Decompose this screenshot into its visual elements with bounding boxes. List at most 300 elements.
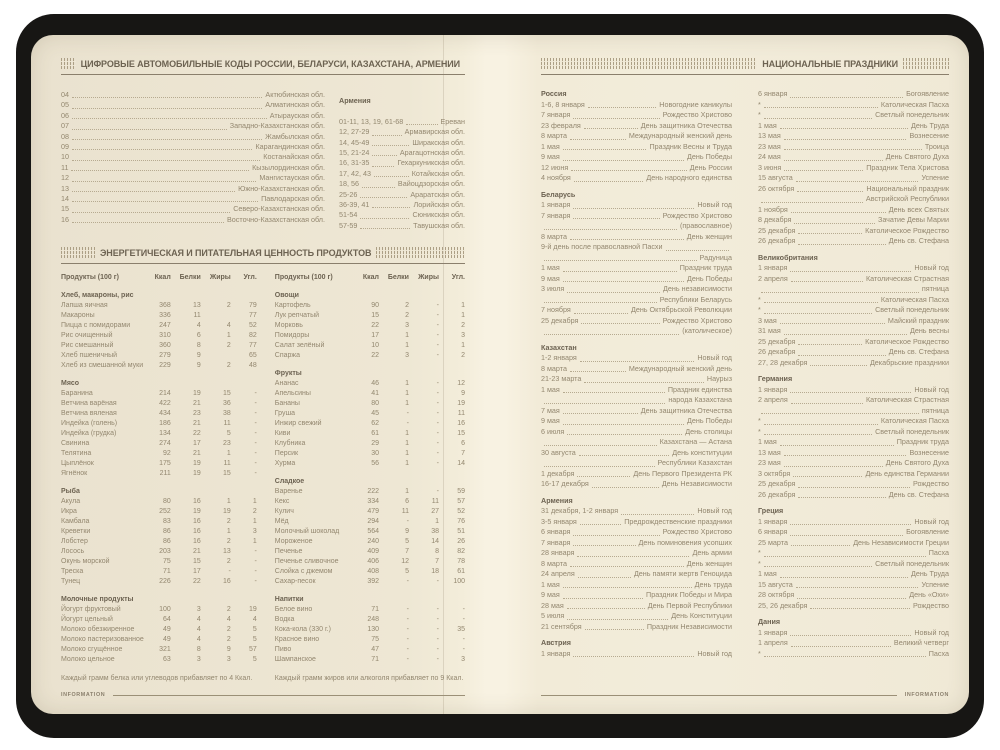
dotted-leader	[592, 487, 659, 488]
holiday-date: 8 марта	[541, 558, 567, 568]
dotted-leader	[360, 197, 407, 198]
dotted-leader	[784, 160, 883, 161]
table-row	[275, 449, 465, 459]
food-value: -	[254, 558, 257, 566]
dotted-leader	[573, 118, 659, 119]
footer-rule	[113, 695, 465, 696]
food-value: 15	[457, 430, 465, 438]
holiday-name: Светлый понедельник	[875, 558, 949, 568]
dotted-leader	[71, 170, 249, 171]
food-value: 1	[405, 440, 409, 448]
table-row	[275, 537, 465, 547]
food-value: 2	[226, 362, 231, 370]
dotted-leader	[784, 334, 907, 335]
dotted-leader	[798, 355, 885, 356]
holiday-date: 9 мая	[541, 273, 560, 283]
list-item	[758, 337, 949, 348]
list-item	[61, 204, 325, 214]
food-value: 41	[371, 390, 379, 398]
food-value: 23	[192, 410, 201, 418]
food-value: 16	[457, 420, 465, 428]
holiday-name: пятница	[921, 284, 949, 293]
food-name: Индейка (грудка)	[61, 430, 117, 438]
food-value: 15	[192, 558, 201, 566]
list-item	[758, 448, 949, 459]
list-item	[758, 316, 949, 327]
food-value: -	[436, 606, 439, 614]
dotted-leader	[764, 118, 872, 119]
food-value: 22	[192, 430, 201, 438]
holiday-name: День Независимости Греции	[853, 537, 949, 547]
holiday-name: Республики Беларусь	[659, 294, 732, 304]
food-value: 1	[405, 488, 409, 496]
holiday-date: 1 мая	[758, 569, 777, 578]
food-value: 4	[252, 616, 257, 624]
food-value: 1	[435, 518, 439, 526]
holiday-date: *	[758, 110, 761, 119]
code-number: 09	[61, 142, 69, 152]
food-name: Рис очищенный	[61, 332, 113, 340]
food-value: 2	[226, 558, 231, 566]
hatch-pattern-icon	[61, 247, 95, 258]
food-value: 9	[226, 646, 231, 654]
code-number: 07	[61, 121, 69, 131]
nutrition-column-header	[61, 273, 257, 283]
holiday-name: Рождество Христово	[662, 527, 732, 536]
food-value: -	[436, 342, 439, 350]
list-item	[339, 210, 465, 220]
food-name: Йогурт цельный	[61, 616, 113, 624]
dotted-leader	[72, 160, 260, 161]
food-value: 5	[252, 656, 257, 664]
list-item	[541, 211, 732, 222]
food-name: Ветчина варёная	[61, 400, 117, 408]
dotted-leader	[764, 302, 878, 303]
food-value: -	[254, 470, 257, 478]
food-value: 11	[223, 460, 231, 468]
list-item	[61, 90, 325, 100]
code-number: 06	[61, 110, 69, 120]
food-value: 11	[223, 420, 231, 428]
food-value: 409	[367, 548, 379, 556]
holiday-name: народа Казахстана	[668, 395, 732, 404]
list-item	[758, 173, 949, 184]
list-item	[758, 638, 949, 649]
footer-label: INFORMATION	[61, 692, 106, 698]
food-value: -	[436, 410, 439, 418]
hatch-pattern-icon	[903, 58, 949, 69]
food-value: 203	[159, 548, 171, 556]
food-value: 2	[461, 352, 465, 360]
holiday-date: 3-5 января	[541, 516, 577, 526]
food-value: -	[436, 322, 439, 330]
food-name: Картофель	[274, 302, 311, 310]
hatch-pattern-icon	[376, 247, 465, 258]
holiday-name: Новый год	[914, 384, 949, 394]
food-value: 57	[248, 646, 257, 654]
holidays-section	[541, 89, 949, 659]
food-name: Помидоры	[274, 332, 310, 340]
region-name: Котайкская обл.	[411, 168, 465, 178]
dotted-leader	[372, 155, 396, 156]
food-value: 61	[457, 568, 465, 576]
food-value: 294	[367, 518, 379, 526]
holiday-name: День независимости	[663, 284, 732, 293]
dotted-leader	[578, 577, 631, 578]
holiday-name: Католическая Пасха	[880, 294, 949, 304]
food-name: Печенье сливочное	[274, 558, 339, 566]
list-item	[758, 263, 949, 274]
food-name: Баранина	[61, 390, 93, 398]
nutrition-table	[61, 273, 465, 684]
list-item	[758, 194, 949, 205]
holiday-date: 26 декабря	[758, 347, 796, 356]
holiday-date: 1 мая	[758, 437, 777, 446]
food-value: 2	[226, 636, 231, 644]
food-value: 1	[226, 332, 231, 340]
holiday-name: День конституции	[672, 447, 732, 457]
holiday-name: Новый год	[914, 627, 949, 637]
food-value: 1	[461, 302, 465, 310]
food-value: 2	[461, 322, 465, 330]
dotted-leader	[793, 476, 862, 477]
table-row	[275, 635, 465, 645]
holiday-date: 15 августа	[758, 579, 793, 589]
code-number: 16	[61, 214, 69, 224]
code-number: 12, 27-29	[339, 127, 370, 137]
food-name: Ветчина вяленая	[61, 410, 117, 418]
list-item	[541, 611, 732, 622]
car-codes-title: ЦИФРОВЫЕ АВТОМОБИЛЬНЫЕ КОДЫ РОССИИ, БЕЛАРУСИ, КАЗАХСТАНА, АРМЕНИИ	[80, 58, 460, 69]
food-name: Апельсины	[274, 390, 311, 398]
food-value: 2	[405, 302, 409, 310]
holiday-date: *	[758, 305, 761, 314]
food-value: -	[436, 656, 439, 664]
food-value: 1	[405, 430, 409, 438]
right-page-footer	[541, 692, 949, 698]
table-row	[61, 577, 257, 587]
food-value: 36	[222, 400, 231, 408]
food-value: 3	[252, 528, 257, 536]
dotted-leader	[580, 524, 621, 525]
nutrition-col-left	[61, 273, 257, 684]
food-value: 13	[222, 548, 231, 556]
food-value: 12	[401, 558, 409, 566]
food-value: 27	[431, 508, 439, 516]
dotted-leader	[764, 313, 872, 314]
dotted-leader	[794, 223, 875, 224]
region-name: Павлодарская обл.	[261, 194, 325, 204]
holidays-header	[541, 58, 949, 75]
table-row	[61, 301, 257, 311]
holiday-date: 1 января	[758, 384, 788, 394]
list-item	[758, 569, 949, 580]
list-item	[758, 284, 949, 295]
list-item	[541, 326, 732, 337]
list-item	[541, 416, 732, 427]
list-item	[758, 628, 949, 639]
region-name: Араратская обл.	[410, 189, 465, 199]
table-row	[61, 439, 257, 449]
table-row	[275, 527, 465, 537]
dotted-leader	[780, 577, 908, 578]
holiday-name: Рождество Христово	[662, 210, 732, 220]
food-value: 334	[367, 498, 379, 506]
food-value: 2	[252, 508, 257, 516]
food-value: 4	[226, 322, 231, 330]
food-value: 1	[405, 460, 409, 468]
food-value: 175	[159, 460, 171, 468]
region-name: Армавирская обл.	[404, 127, 465, 137]
list-item	[541, 152, 732, 163]
list-item	[61, 215, 325, 225]
food-value: -	[228, 568, 231, 576]
food-value: 4	[196, 616, 201, 624]
dotted-leader	[784, 139, 907, 140]
dotted-leader	[621, 514, 694, 515]
car-codes-left-rows	[61, 90, 325, 231]
column-header-cell: Продукты (100 г)	[274, 274, 333, 282]
holiday-date: 1-6, 8 января	[541, 99, 585, 109]
list-item	[758, 559, 949, 570]
food-value: 62	[371, 420, 379, 428]
food-value: -	[406, 606, 409, 614]
food-value: 22	[371, 322, 379, 330]
food-value: 5	[405, 538, 409, 546]
food-value: 1	[226, 498, 231, 506]
dotted-leader	[764, 424, 878, 425]
food-name: Водка	[274, 616, 295, 624]
food-value: 92	[162, 450, 171, 458]
region-name: Тавушская обл.	[413, 220, 465, 230]
code-number: 14, 45-49	[339, 137, 370, 147]
holiday-date: 1 декабря	[541, 468, 575, 478]
holiday-date: 25 декабря	[758, 479, 796, 488]
food-value: 14	[431, 538, 439, 546]
dotted-leader	[790, 535, 903, 536]
list-item	[61, 111, 325, 121]
food-value: 6	[196, 332, 201, 340]
food-value: -	[436, 352, 439, 360]
holiday-date: 7 января	[541, 537, 571, 547]
holiday-date: 15 августа	[758, 173, 793, 182]
list-item	[339, 179, 465, 189]
food-value: 1	[252, 538, 257, 546]
list-item	[339, 221, 465, 231]
holiday-date: 6 января	[758, 527, 788, 536]
food-name: Хлеб пшеничный	[61, 352, 118, 360]
list-item	[541, 295, 732, 306]
food-name: Груша	[274, 410, 296, 418]
holiday-date: 30 августа	[541, 447, 576, 457]
list-item	[758, 142, 949, 153]
dotted-leader	[790, 392, 911, 393]
code-number: 14	[61, 194, 69, 204]
holiday-date: *	[758, 648, 761, 658]
food-name: Сахар-песок	[274, 578, 316, 586]
code-number: 57-59	[339, 220, 358, 230]
food-value: 2	[226, 538, 231, 546]
holiday-name: День народного единства	[646, 173, 732, 182]
table-row	[275, 439, 465, 449]
holiday-date: 23 февраля	[541, 120, 581, 130]
car-codes-header	[61, 58, 465, 75]
list-item	[339, 148, 465, 158]
holiday-name: Новый год	[914, 263, 949, 272]
holidays-col-2	[758, 89, 949, 659]
country-title: Армения	[541, 495, 573, 505]
food-value: 52	[457, 508, 465, 516]
holiday-date: 2 апреля	[758, 273, 788, 283]
holiday-name: День Независимости	[661, 479, 732, 488]
holiday-name: Праздник единства	[667, 384, 732, 394]
food-value: 279	[159, 352, 171, 360]
holiday-date: 26 декабря	[758, 489, 796, 499]
region-name: Ереван	[440, 116, 465, 126]
code-number: 05	[61, 100, 69, 110]
region-name: Сюникская обл.	[412, 210, 465, 220]
table-row	[275, 379, 465, 389]
table-row	[61, 469, 257, 479]
holiday-name: пятница	[921, 405, 949, 415]
list-item	[541, 469, 732, 480]
table-row	[61, 399, 257, 409]
food-name: Кока-кола (330 г.)	[274, 626, 331, 634]
food-value: 17	[192, 440, 201, 448]
column-header-cell: Угл.	[243, 274, 257, 282]
food-value: 13	[192, 302, 201, 310]
dotted-leader	[790, 271, 911, 272]
dotted-leader	[567, 292, 660, 293]
holiday-name: Рождество Христово	[662, 110, 732, 119]
food-group-title: Молочные продукты	[61, 596, 134, 604]
dotted-leader	[571, 170, 686, 171]
food-value: 16	[192, 518, 201, 526]
food-name: Тунец	[61, 578, 81, 586]
food-value: 19	[248, 606, 257, 614]
food-value: 4	[226, 616, 231, 624]
food-value: -	[436, 450, 439, 458]
food-value: 78	[457, 558, 465, 566]
list-item	[541, 100, 732, 111]
holiday-date: 1 мая	[541, 141, 560, 151]
holiday-date: 8 марта	[541, 131, 567, 140]
food-value: -	[254, 390, 257, 398]
food-name: Креветки	[61, 528, 91, 536]
spacer	[339, 106, 465, 116]
dotted-leader	[567, 608, 645, 609]
holiday-name: День Конституции	[671, 611, 732, 620]
food-name: Печенье	[274, 548, 303, 556]
food-group-title: Хлеб, макароны, рис	[61, 292, 134, 300]
holiday-date: 7 мая	[541, 405, 560, 415]
food-group-title: Овощи	[274, 292, 299, 300]
holiday-name: Новый год	[697, 353, 732, 362]
dotted-leader	[790, 524, 911, 525]
table-row	[61, 409, 257, 419]
food-value: 19	[192, 390, 201, 398]
holiday-name: День Святого Духа	[885, 152, 949, 161]
list-item	[541, 569, 732, 580]
food-value: 80	[371, 400, 379, 408]
food-value: 86	[162, 538, 171, 546]
holiday-name: День защитника Отечества	[640, 405, 732, 415]
holiday-date: 1 января	[541, 648, 571, 658]
holiday-name: День всех Святых	[888, 204, 949, 214]
food-value: 1	[226, 450, 231, 458]
food-value: 3	[461, 656, 465, 664]
holiday-name: День Победы	[687, 152, 732, 161]
nutrition-note-left: Каждый грамм белка или углеводов прибавляет по 4 Ккал.	[61, 675, 253, 683]
list-item	[758, 358, 949, 369]
table-row	[275, 321, 465, 331]
food-value: -	[254, 460, 257, 468]
holiday-name: Майский праздник	[887, 315, 949, 325]
food-value: 5	[252, 626, 257, 634]
holiday-date: 1 января	[758, 263, 788, 272]
list-item	[758, 580, 949, 591]
column-header-cell: Ккал	[362, 274, 379, 282]
nutrition-note-right: Каждый грамм жиров или алкоголя прибавляет по 9 Ккал.	[274, 675, 464, 683]
dotted-leader	[372, 145, 409, 146]
food-value: -	[406, 626, 409, 634]
food-value: -	[406, 656, 409, 664]
food-value: -	[462, 616, 465, 624]
dotted-leader	[544, 466, 655, 467]
food-name: Молоко сгущённое	[61, 646, 123, 654]
holiday-date: 13 мая	[758, 447, 781, 457]
dotted-leader	[764, 556, 926, 557]
food-name: Окунь морской	[61, 558, 110, 566]
list-item	[541, 458, 732, 469]
table-row	[275, 645, 465, 655]
nutrition-col-left-rows	[61, 273, 257, 665]
list-item	[541, 364, 732, 375]
food-value: 226	[159, 578, 171, 586]
list-item	[541, 527, 732, 538]
food-value: 10	[371, 342, 379, 350]
region-name: Арагацотнская обл.	[399, 148, 465, 158]
food-value: 100	[453, 578, 465, 586]
column-header-cell: Ккал	[154, 274, 171, 282]
food-name: Морковь	[274, 322, 303, 330]
nutrition-col-right-rows	[275, 273, 465, 665]
food-value: 2	[226, 342, 231, 350]
food-group-title: Рыба	[61, 488, 80, 496]
list-item	[541, 316, 732, 327]
dotted-leader	[563, 392, 665, 393]
country-title: Россия	[541, 89, 567, 98]
food-value: -	[436, 616, 439, 624]
list-item	[758, 517, 949, 528]
holiday-date: 16-17 декабря	[541, 479, 589, 488]
food-value: 134	[159, 430, 171, 438]
food-value: -	[254, 410, 257, 418]
list-item	[758, 121, 949, 132]
food-value: 18	[431, 568, 439, 576]
list-item	[541, 110, 732, 121]
dotted-leader	[798, 233, 862, 234]
code-number: 13	[61, 183, 69, 193]
region-name: Мангистауская обл.	[259, 173, 325, 183]
holiday-date: 7 января	[541, 210, 571, 220]
food-value: 14	[457, 460, 465, 468]
holiday-date: 13 мая	[758, 131, 781, 140]
food-value: 52	[248, 322, 257, 330]
holiday-date: 8 марта	[541, 231, 567, 241]
holiday-name: Праздник Победы и Мира	[646, 590, 732, 599]
list-item	[758, 406, 949, 417]
